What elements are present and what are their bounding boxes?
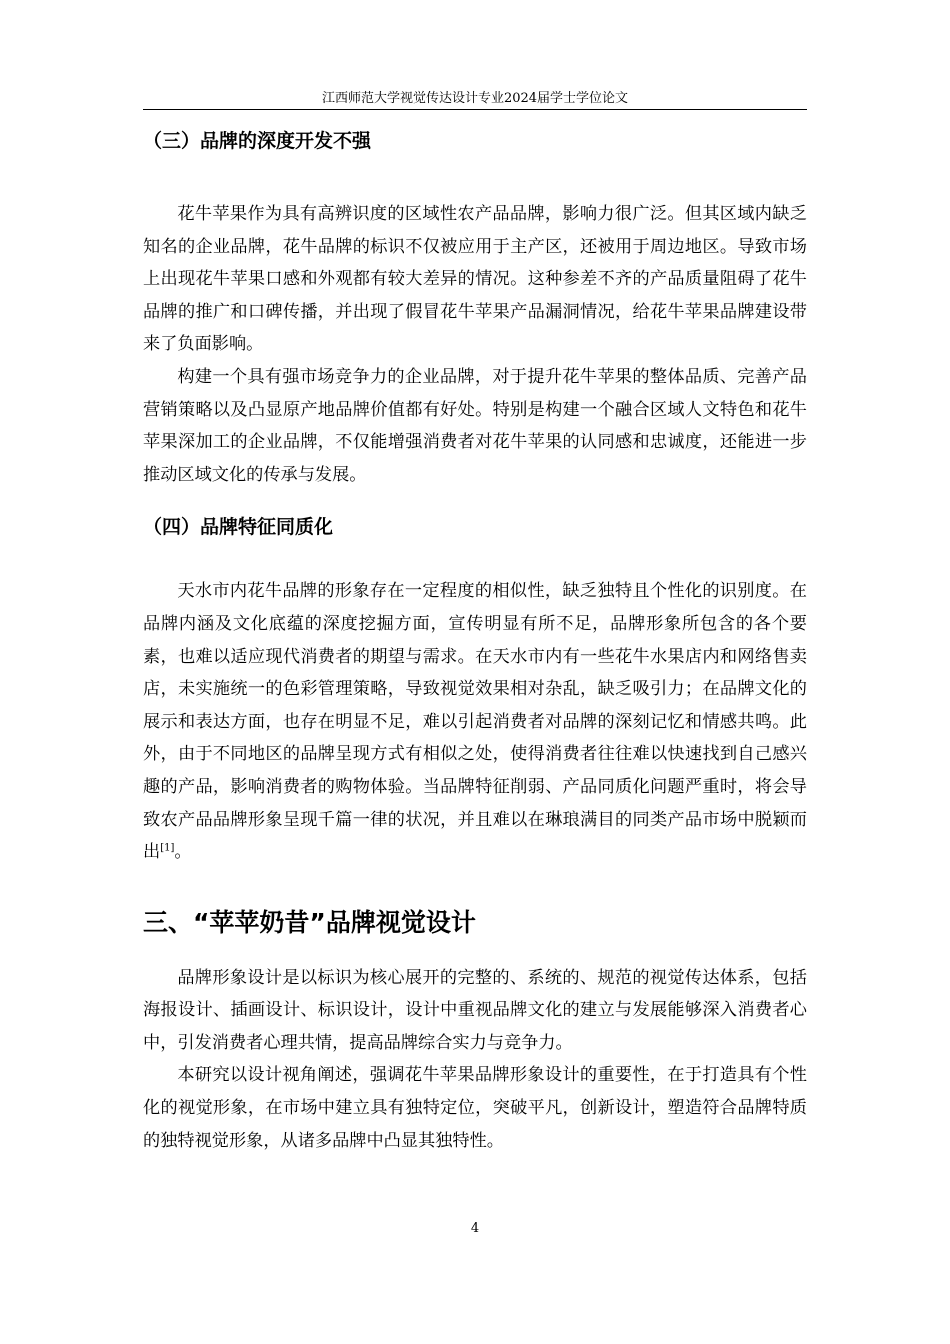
subsection-heading-3: （三）品牌的深度开发不强 — [143, 130, 372, 152]
paragraph: 构建一个具有强市场竞争力的企业品牌，对于提升花牛苹果的整体品质、完善产品营销策略以及凸显原产地品牌价值都有好处。特别是构建一个融合区域人文特色和花牛苹果深加工的企业品牌，不仅能增强消费者对花牛苹果的认同感和忠诚度，还能进一步推动区域文化的传承与发展。 — [143, 366, 807, 485]
section-heading: 三、“苹苹奶昔”品牌视觉设计 — [143, 907, 476, 937]
citation-reference: [1] — [160, 842, 175, 854]
paragraph: 花牛苹果作为具有高辨识度的区域性农产品品牌，影响力很广泛。但其区域内缺乏知名的企业品牌，花牛品牌的标识不仅被应用于主产区，还被用于周边地区。导致市场上出现花牛苹果口感和外观都有较大差异的情况。这种参差不齐的产品质量阻碍了花牛品牌的推广和口碑传播，并出现了假冒花牛苹果产品漏洞情况，给花牛苹果品牌建设带来了负面影响。 — [143, 204, 807, 355]
paragraph: 品牌形象设计是以标识为核心展开的完整的、系统的、规范的视觉传达体系，包括海报设计、插画设计、标识设计，设计中重视品牌文化的建立与发展能够深入消费者心中，引发消费者心理共情，提高品牌综合实力与竞争力。 — [143, 967, 807, 1053]
paragraph — [143, 575, 807, 868]
page-number: 4 — [470, 1221, 480, 1236]
paragraph: 本研究以设计视角阐述，强调花牛苹果品牌形象设计的重要性，在于打造具有个性化的视觉形象，在市场中建立具有独特定位，突破平凡，创新设计，塑造符合品牌特质的独特视觉形象，从诸多品牌中凸显其独特性。 — [143, 1065, 807, 1151]
paragraph-text: 天水市内花牛品牌的形象存在一定程度的相似性，缺乏独特且个性化的识别度。在品牌内涵及文化底蕴的深度挖掘方面，宣传明显有所不足，品牌形象所包含的各个要素，也难以适应现代消费者的期望与需求。在天水市内有一些花牛水果店内和网络售卖店，未实施统一的色彩管理策略，导致视觉效果相对杂乱，缺乏吸引力；在品牌文化的展示和表达方面，也存在明显不足，难以引起消费者对品牌的深刻记忆和情感共鸣。此外，由于不同地区的品牌呈现方式有相似之处，使得消费者往往难以快速找到自己感兴趣的产品，影响消费者的购物体验。当品牌特征削弱、产品同质化问题严重时，将会导致农产品品牌形象呈现千篇一律的状况，并且难以在琳琅满目的同类产品市场中脱颖而出 — [143, 581, 807, 863]
paragraph-end: 。 — [174, 842, 192, 863]
header-rule — [143, 109, 807, 110]
page-content — [143, 126, 807, 1157]
subsection-heading-4: （四）品牌特征同质化 — [143, 516, 334, 539]
running-header: 江西师范大学视觉传达设计专业2024届学士学位论文 — [321, 91, 629, 106]
